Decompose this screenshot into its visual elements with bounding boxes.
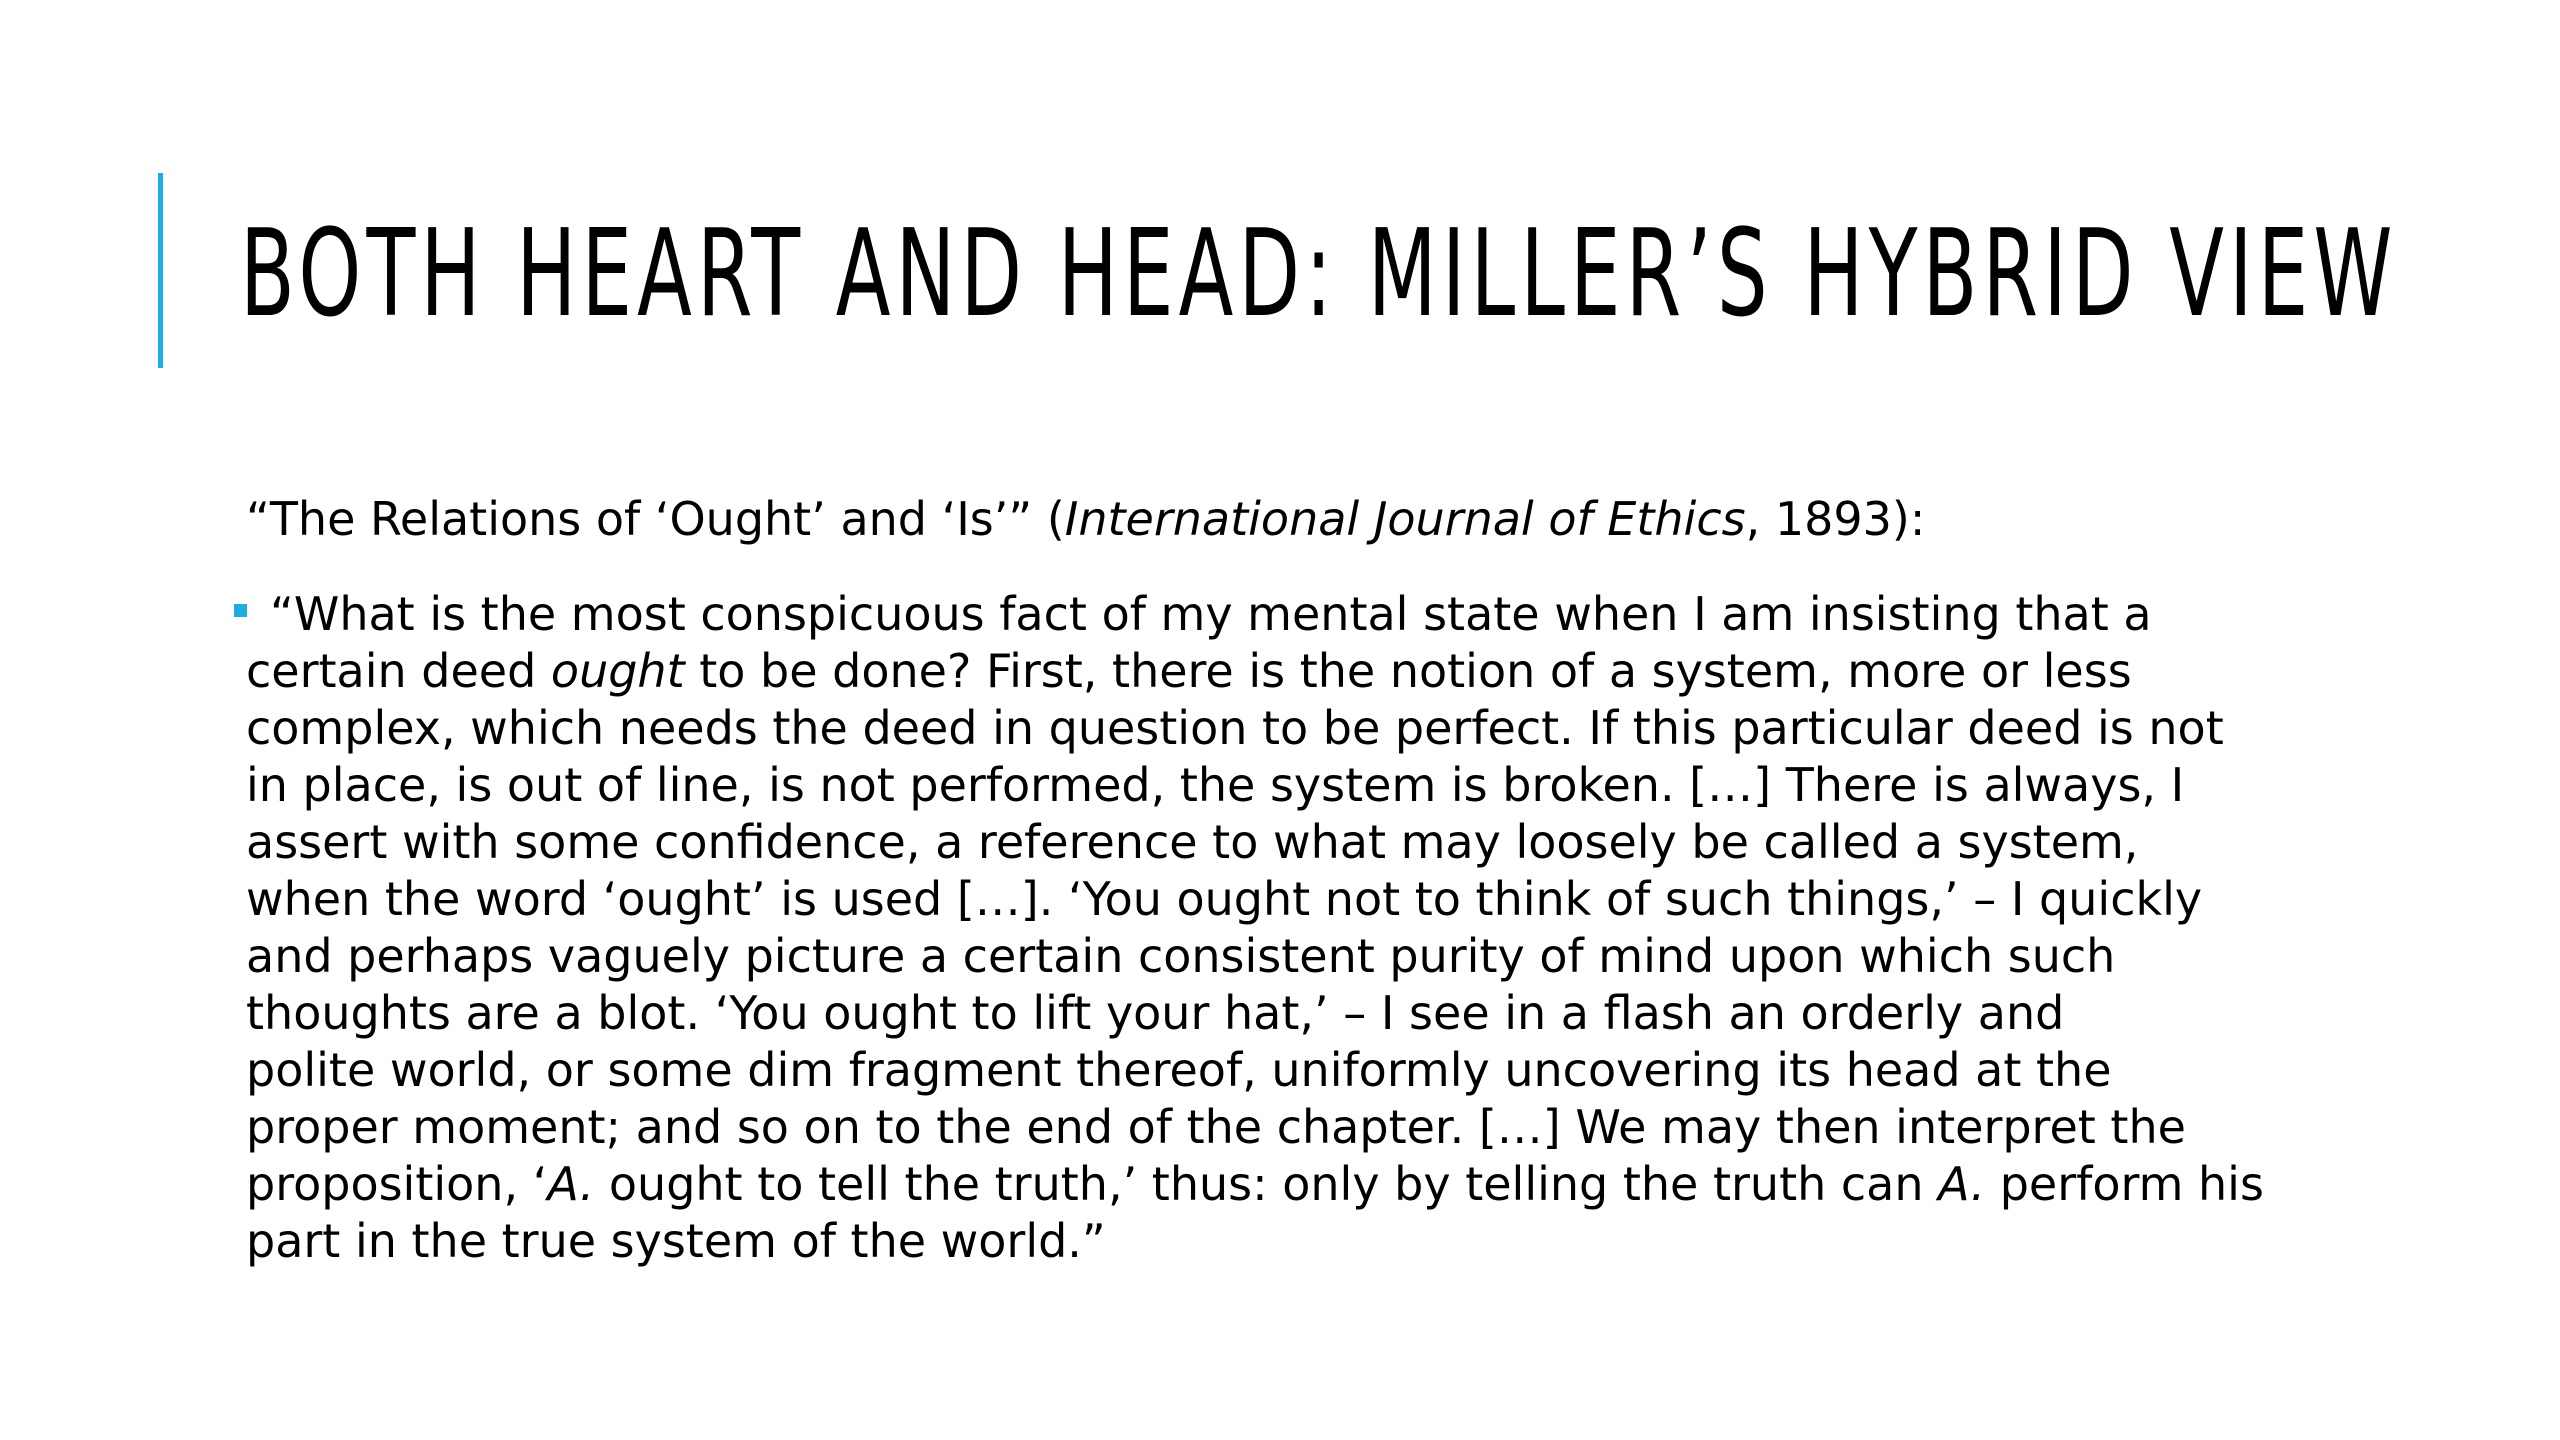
quote-line: part in the true system of the world.”	[246, 1214, 1106, 1268]
italic-term: ought	[550, 644, 685, 698]
citation-text: “The Relations of ‘Ought’ and ‘Is’” (	[246, 492, 1065, 546]
italic-term: A.	[547, 1157, 595, 1211]
quote-line: thoughts are a blot. ‘You ought to lift your hat,’ – I see in a flash an orderly and	[246, 986, 2065, 1040]
journal-name: International Journal of Ethics	[1064, 492, 1746, 546]
quote-paragraph	[246, 586, 2286, 1270]
citation-year: , 1893):	[1745, 492, 1926, 546]
title-accent-bar	[158, 173, 163, 368]
quote-line: assert with some confidence, a reference to what may loosely be called a system,	[246, 815, 2139, 869]
slide-title: BOTH HEART AND HEAD: MILLER’S HYBRID VIEW	[240, 205, 2398, 344]
italic-term: A.	[1938, 1157, 1986, 1211]
quote-line: polite world, or some dim fragment thereof, uniformly uncovering its head at the	[246, 1043, 2112, 1097]
quote-line: proposition, ‘A. ought to tell the truth,’ thus: only by telling the truth can A. perform his	[246, 1157, 2264, 1211]
quote-line: “What is the most conspicuous fact of my mental state when I am insisting that a	[270, 587, 2152, 641]
quote-line: when the word ‘ought’ is used […]. ‘You ought not to think of such things,’ – I quickly	[246, 872, 2203, 926]
quote-line: certain deed ought to be done? First, there is the notion of a system, more or less	[246, 644, 2132, 698]
quote-line: and perhaps vaguely picture a certain consistent purity of mind upon which such	[246, 929, 2116, 983]
citation-line	[246, 490, 2346, 548]
quote-line: complex, which needs the deed in question to be perfect. If this particular deed is not	[246, 701, 2224, 755]
quote-line: in place, is out of line, is not performed, the system is broken. […] There is always, I	[246, 758, 2185, 812]
quote-line: proper moment; and so on to the end of the chapter. […] We may then interpret the	[246, 1100, 2186, 1154]
